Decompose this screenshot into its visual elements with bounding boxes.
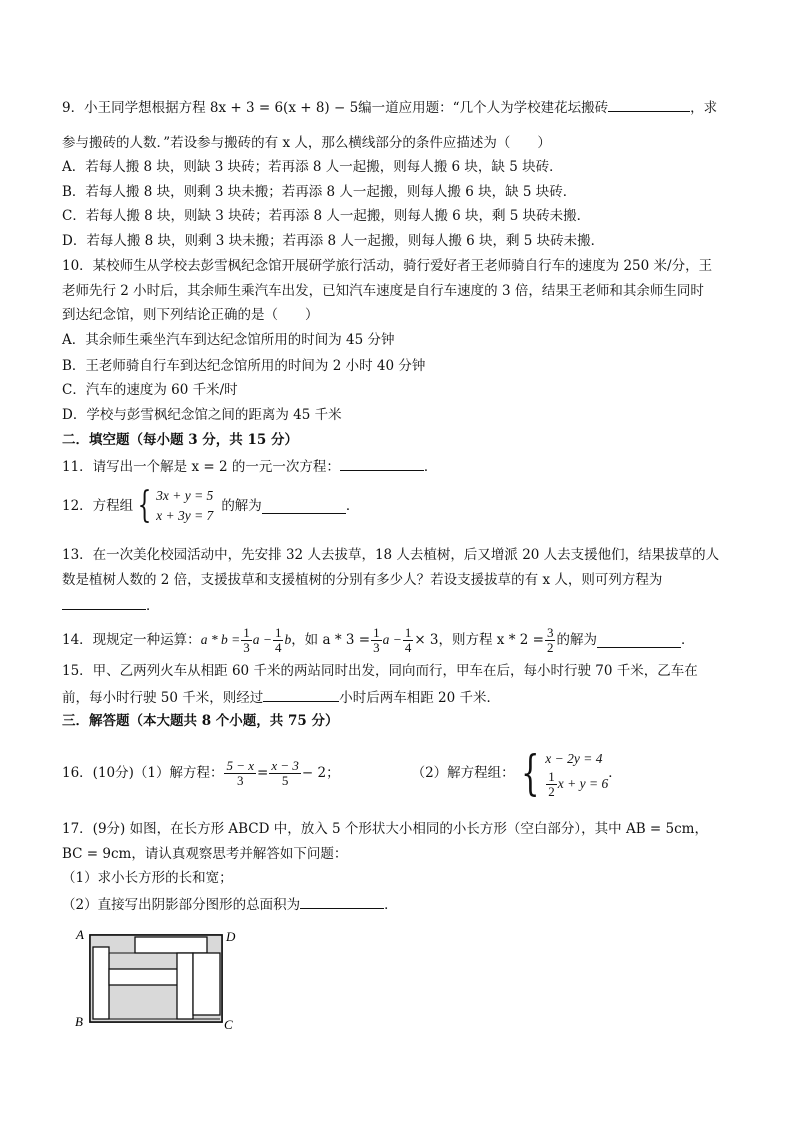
q10-option-d: D．学校与彭雪枫纪念馆之间的距离为 45 千米: [62, 407, 342, 423]
q14-t2: b: [284, 632, 292, 647]
q14-frac-5: $\frac{3}{2}$: [546, 624, 554, 655]
q14-mid: ，如 a * 3 =: [291, 632, 371, 648]
q17-line4: [62, 894, 398, 914]
brace-icon: {: [137, 485, 152, 526]
q14-blank[interactable]: [597, 633, 681, 648]
q9-option-d: D．若每人搬 8 块，则剩 3 块未搬；若再添 8 人一起搬，则每人搬 6 块，剩 5 块砖未搬．: [62, 233, 605, 249]
small-rect-5: [193, 953, 220, 1015]
q12-pre: 12．方程组: [62, 498, 134, 514]
q15-post: 小时后两车相距 20 千米．: [339, 690, 501, 706]
q15-blank[interactable]: [263, 687, 339, 702]
q16-system: [515, 745, 609, 801]
q10-option-a: A．其余师生乘坐汽车到达纪念馆所用的时间为 45 分钟: [62, 332, 395, 348]
section-heading-answer: 三．解答题（本大题共 8 个小题，共 75 分）: [62, 713, 339, 729]
q13-end: ．: [146, 598, 160, 614]
q16-frac-1: $\frac{5 - x}{3}$: [226, 757, 255, 788]
q16: [62, 744, 622, 802]
vertex-d: D: [226, 929, 236, 944]
q11: [62, 456, 437, 476]
q17-blank[interactable]: [300, 894, 384, 909]
q16-frac-2: $\frac{x - 3}{5}$: [271, 757, 299, 788]
vertex-a: A: [76, 927, 84, 942]
q16-part2: （2）解方程组：: [411, 765, 515, 781]
q14-frac-2: $\frac{1}{4}$: [274, 624, 282, 655]
q14-eq-pre: ，则方程 x * 2 =: [438, 632, 544, 648]
section-heading-fill-blank: 二．填空题（每小题 3 分，共 15 分）: [62, 432, 298, 448]
q17-line1: 17．(9分) 如图，在长方形 ABCD 中，放入 5 个形状大小相同的小长方形（空白部分），其中 AB = 5cm，: [62, 821, 708, 837]
q13-line3: [62, 595, 160, 615]
q9-line2: 参与搬砖的人数．”若设参与搬砖的有 x 人，那么横线部分的条件应描述为（ ）: [62, 135, 551, 151]
q16-sys-frac: $\frac{1}{2}$: [548, 768, 555, 799]
q14-post: 的解为: [556, 632, 597, 648]
q10-line3: 到达纪念馆，则下列结论正确的是（ ）: [62, 307, 319, 323]
q9-text: 9．小王同学想根据方程 8x + 3 = 6(x + 8) − 5编一道应用题：“几个人为学校建花坛搬砖: [62, 100, 609, 116]
small-rect-1: [93, 947, 109, 1019]
q17-line3: （1）求小长方形的长和宽；: [62, 870, 233, 886]
brace-icon: {: [520, 745, 540, 801]
q17-line4-end: ．: [384, 897, 398, 913]
q9-blank[interactable]: [608, 97, 690, 112]
rectangle-figure: [72, 925, 252, 1035]
q17-line4-pre: （2）直接写出阴影部分图形的总面积为: [62, 897, 301, 913]
q12: [62, 484, 359, 528]
q14-t3: a −: [382, 632, 402, 647]
q10-option-c: C．汽车的速度为 60 千米/时: [62, 382, 238, 398]
q11-end: ．: [423, 459, 438, 475]
q9-line1: [62, 97, 717, 117]
vertex-c: C: [224, 1017, 233, 1032]
q13-line1: 13．在一次美化校园活动中，先安排 32 人去拔草，18 人去植树，后又增派 20 人去支援他们，结果拔草的人: [62, 547, 720, 563]
q15-pre: 前，每小时行驶 50 千米，则经过: [62, 690, 264, 706]
q11-text: 11．请写出一个解是 x = 2 的一元一次方程：: [62, 459, 340, 475]
q15-line1: 15．甲、乙两列火车从相距 60 千米的两站同时出发，同向而行，甲车在后，每小时行驶 70 千米，乙车在: [62, 663, 698, 679]
q14-end: ．: [680, 632, 695, 648]
q9-option-a: A．若每人搬 8 块，则缺 3 块砖；若再添 8 人一起搬，则每人搬 6 块，缺 5 块砖．: [62, 159, 563, 175]
small-rect-4: [177, 953, 193, 1019]
q16-sys-eq2: x + y = 6: [557, 776, 609, 791]
small-rect-2: [135, 937, 207, 953]
q14-t4: × 3: [414, 632, 439, 648]
q12-eq1: 3x + y = 5: [156, 488, 214, 503]
q14: [62, 623, 694, 657]
q9-end: ，求: [690, 100, 718, 116]
q9-option-c: C．若每人搬 8 块，则缺 3 块砖；若再添 8 人一起搬，则每人搬 6 块，剩 5 块砖未搬．: [62, 208, 591, 224]
q14-frac-4: $\frac{1}{4}$: [404, 624, 412, 655]
q15-line2: [62, 687, 500, 707]
q16-pre: 16．(10分)（1）解方程：: [62, 765, 224, 781]
q16-end: ．: [608, 765, 622, 781]
q10-line2: 老师先行 2 小时后，其余师生乘汽车出发，已知汽车速度是自行车速度的 3 倍，结果王老师和其余师生同时: [62, 283, 704, 299]
q12-blank[interactable]: [262, 499, 346, 514]
q10-line1: 10．某校师生从学校去彭雪枫纪念馆开展研学旅行活动，骑行爱好者王老师骑自行车的速度为 250 米/分，王: [62, 258, 713, 274]
q16-tail: − 2；: [301, 765, 340, 781]
vertex-b: B: [75, 1014, 83, 1029]
q12-end: ．: [345, 498, 360, 514]
q14-pre: 14．现规定一种运算：: [62, 632, 201, 648]
q14-t1: a −: [252, 632, 272, 647]
q12-eq2: x + 3y = 7: [156, 508, 214, 523]
q14-frac-1: $\frac{1}{3}$: [243, 624, 250, 655]
q11-blank[interactable]: [340, 456, 424, 471]
q13-line2: 数是植树人数的 2 倍，支援拔草和支援植树的分别有多少人？若设支援拔草的有 x 人，则可列方程为: [62, 572, 663, 588]
q12-post: 的解为: [221, 498, 262, 514]
q14-def-lhs: a * b =: [200, 632, 241, 647]
q16-eq: =: [257, 765, 269, 781]
q13-blank[interactable]: [62, 595, 146, 610]
q9-option-b: B．若每人搬 8 块，则剩 3 块未搬；若再添 8 人一起搬，则每人搬 6 块，缺 5 块砖．: [62, 184, 577, 200]
q17-line2: BC = 9cm，请认真观察思考并解答如下问题：: [62, 846, 348, 862]
q10-option-b: B．王老师骑自行车到达纪念馆所用的时间为 2 小时 40 分钟: [62, 358, 426, 374]
q12-system: [133, 486, 213, 526]
q14-frac-3: $\frac{1}{3}$: [373, 624, 380, 655]
small-rect-3: [109, 969, 181, 985]
q16-sys-eq1: x − 2y = 4: [545, 750, 603, 766]
